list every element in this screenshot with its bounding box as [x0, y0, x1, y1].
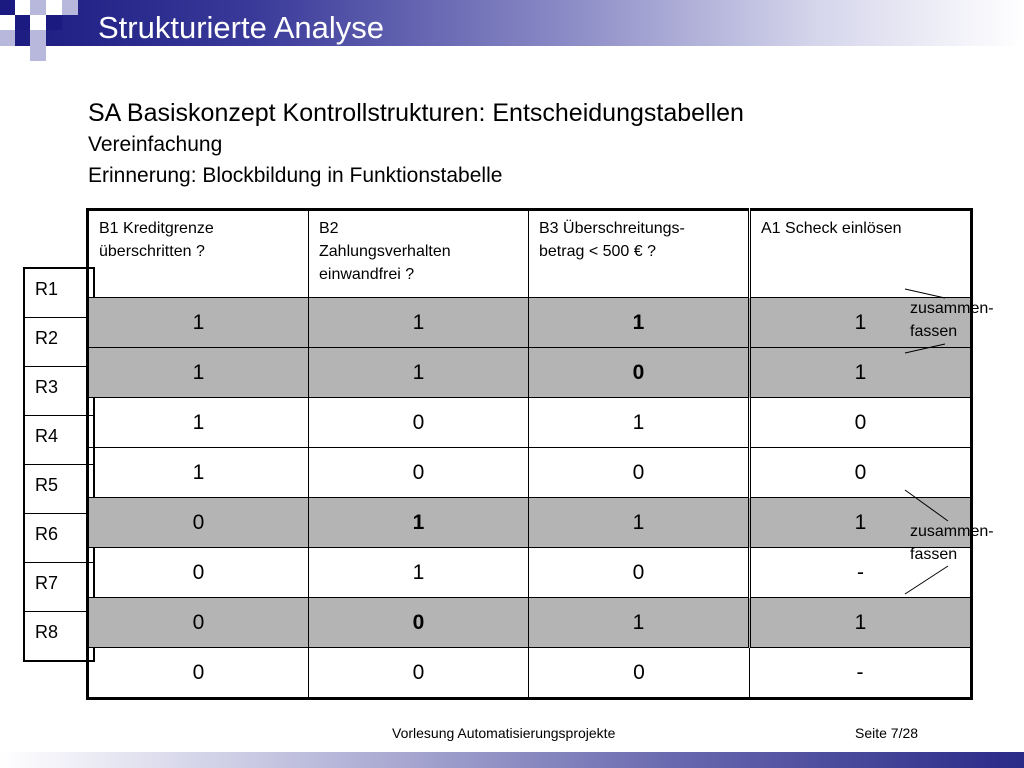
- table-cell: -: [750, 548, 972, 598]
- table-cell: 1: [529, 598, 750, 648]
- table-cell: 1: [88, 398, 309, 448]
- table-cell: 0: [529, 448, 750, 498]
- rule-label: R2: [24, 318, 94, 367]
- rule-label: R7: [24, 563, 94, 612]
- footer-page-number: Seite 7/28: [855, 725, 919, 741]
- annotation-line: fassen: [910, 546, 958, 563]
- table-cell: 0: [750, 448, 972, 498]
- bracket-line: [905, 344, 945, 353]
- table-cell: 1: [88, 348, 309, 398]
- annotation-line: fassen: [910, 323, 958, 340]
- footer-course: Vorlesung Automatisierungsprojekte: [392, 725, 616, 741]
- table-cell: 1: [750, 348, 972, 398]
- table-cell: 1: [309, 298, 529, 348]
- header-line: überschritten ?: [99, 243, 205, 260]
- table-cell: 1: [529, 398, 750, 448]
- header-line: B3 Überschreitungs-: [539, 220, 685, 237]
- rule-label: R5: [24, 465, 94, 514]
- slide-title: Strukturierte Analyse: [98, 10, 385, 45]
- table-cell: 0: [88, 648, 309, 699]
- table-cell: 1: [88, 448, 309, 498]
- table-cell: 1: [309, 548, 529, 598]
- header-line: B2: [319, 220, 339, 237]
- rule-label: R1: [24, 268, 94, 318]
- rule-label: R3: [24, 367, 94, 416]
- table-cell: 0: [309, 398, 529, 448]
- header-line: betrag < 500 € ?: [539, 243, 656, 260]
- table-cell: 0: [309, 648, 529, 699]
- table-cell: 1: [750, 498, 972, 548]
- annotation-merge-1: [910, 297, 994, 343]
- table-cell: 0: [529, 548, 750, 598]
- bracket-line: [905, 490, 948, 521]
- rule-label: R4: [24, 416, 94, 465]
- header-line: Zahlungsverhalten: [319, 243, 451, 260]
- rule-label: R8: [24, 612, 94, 662]
- table-cell: 0: [309, 598, 529, 648]
- subheading-erinnerung: Erinnerung: Blockbildung in Funktionstabelle: [88, 164, 503, 187]
- table-cell: 1: [529, 498, 750, 548]
- table-cell: 0: [529, 648, 750, 699]
- table-cell: 1: [309, 498, 529, 548]
- header-line: B1 Kreditgrenze: [99, 220, 214, 237]
- table-cell: 1: [309, 348, 529, 398]
- bracket-line: [905, 566, 948, 594]
- table-cell: 0: [750, 398, 972, 448]
- table-cell: -: [750, 648, 972, 699]
- table-cell: 1: [750, 598, 972, 648]
- header-line: A1 Scheck einlösen: [761, 220, 902, 237]
- table-cell: 1: [750, 298, 972, 348]
- header-line: einwandfrei ?: [319, 266, 415, 283]
- table-cell: 0: [88, 548, 309, 598]
- table-cell: 0: [88, 498, 309, 548]
- page-heading: SA Basiskonzept Kontrollstrukturen: Entscheidungstabellen: [88, 99, 744, 127]
- table-cell: 1: [88, 298, 309, 348]
- subheading-vereinfachung: Vereinfachung: [88, 133, 223, 156]
- table-cell: 0: [88, 598, 309, 648]
- annotation-merge-2: [910, 520, 994, 566]
- rule-label: R6: [24, 514, 94, 563]
- table-cell: 1: [529, 298, 750, 348]
- annotation-line: zusammen-: [910, 523, 994, 540]
- table-cell: 0: [309, 448, 529, 498]
- footer-bar: [0, 752, 1024, 768]
- table-cell: 0: [529, 348, 750, 398]
- annotation-line: zusammen-: [910, 300, 994, 317]
